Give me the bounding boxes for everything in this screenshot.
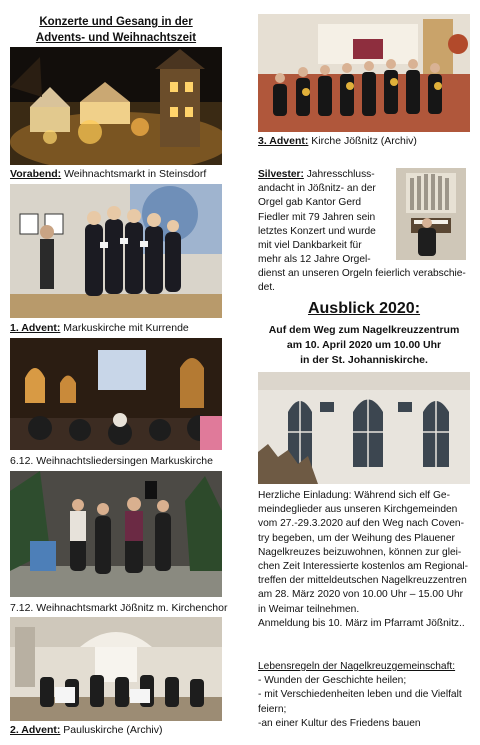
- photo-markuskirche-kurrende: [10, 184, 222, 318]
- invite-line: am 28. März 2020 von 10.00 Uhr – 15.00 Uhr: [258, 589, 463, 601]
- photo-pauluskirche: [10, 617, 222, 721]
- photo-weihnachtsmarkt-joessnitz: [10, 471, 222, 597]
- caption-6-12: [10, 455, 213, 468]
- caption-text: Weihnachtsmarkt in Steinsdorf: [61, 168, 207, 180]
- subtitle-line: Auf dem Weg zum Nagelkreuzzentrum: [268, 324, 460, 336]
- photo-kirche-joessnitz: [258, 14, 470, 132]
- silvester-line: Fiedler mit 79 Jahren sein: [258, 211, 376, 223]
- caption-label: 1. Advent:: [10, 322, 61, 334]
- silvester-line: Jahresschluss-: [303, 169, 375, 180]
- invite-line: in Weimar teilnehmen.: [258, 603, 360, 615]
- silvester-line: mit viel Dankbarkeit für: [258, 240, 362, 252]
- caption-label: 3. Advent:: [258, 135, 309, 147]
- caption-text: Pauluskirche (Archiv): [60, 724, 163, 736]
- silvester-line: det.: [258, 282, 275, 294]
- caption-text: Markuskirche mit Kurrende: [60, 322, 189, 334]
- ausblick-title: Ausblick 2020:: [307, 300, 421, 317]
- caption-label: 2. Advent:: [10, 724, 61, 736]
- invite-line: meindeglieder aus unseren Kirchgemeinden: [258, 504, 458, 516]
- caption-2-advent: [10, 724, 163, 737]
- heading-line-1: Konzerte und Gesang in der: [39, 16, 193, 28]
- photo-st-johanniskirche: [258, 372, 470, 484]
- rule-line: -an einer Kultur des Friedens bauen: [258, 717, 421, 729]
- rule-line: - mit Verschiedenheiten leben und die Vielfalt: [258, 689, 462, 701]
- photo-orgel-joessnitz: [396, 168, 466, 260]
- invite-line: vom 27.-29.3.2020 auf den Weg nach Coven-: [258, 518, 464, 530]
- silvester-continuation: [258, 267, 470, 295]
- invite-line: Nagelkreuzes beizuwohnen, können zur glei-: [258, 546, 462, 558]
- caption-7-12: [10, 602, 227, 615]
- caption-text: 7.12. Weihnachtsmarkt Jößnitz m. Kirchenchor: [10, 602, 228, 614]
- invite-line: chen Zeit Interessierte kostenlos am Regional-: [258, 561, 469, 573]
- invite-line: treffen der mitteldeutschen Nagelkreuzzentren: [258, 575, 467, 587]
- invite-line: Herzliche Einladung: Während sich elf Ge-: [258, 490, 450, 501]
- caption-text: 6.12. Weihnachtsliedersingen Markuskirche: [10, 455, 213, 467]
- silvester-line: dienst an unseren Orgeln feierlich verabschie-: [258, 268, 466, 279]
- caption-vorabend: [10, 168, 206, 181]
- subtitle-line: am 10. April 2020 um 10.00 Uhr: [286, 339, 442, 351]
- silvester-label: Silvester:: [258, 169, 304, 180]
- photo-weihnachtsmarkt-steinsdorf: [10, 47, 222, 165]
- invite-line: Anmeldung bis 10. März im Pfarramt Jößnitz..: [258, 617, 465, 629]
- silvester-line: andacht in Jößnitz- an der: [258, 183, 376, 195]
- subtitle-line: in der St. Johanniskirche.: [300, 354, 428, 366]
- silvester-line: Orgel gab Kantor Gerd: [258, 197, 362, 209]
- photo-weihnachtsliedersingen: [10, 338, 222, 450]
- rules-section: [258, 660, 470, 731]
- caption-3-advent: [258, 135, 417, 148]
- silvester-line: letztes Konzert und wurde: [258, 225, 376, 237]
- caption-label: Vorabend:: [10, 168, 62, 180]
- invitation-paragraph: [258, 489, 470, 631]
- section-heading: [10, 14, 222, 46]
- silvester-line: mehr als 12 Jahre Orgel-: [258, 254, 371, 266]
- event-subtitle: [258, 323, 470, 368]
- rules-title: Lebensregeln der Nagelkreuzgemeinschaft:: [258, 661, 456, 672]
- invite-line: try begeben, um der Weihung des Plauener: [258, 532, 455, 544]
- caption-text: Kirche Jößnitz (Archiv): [308, 135, 417, 147]
- heading-line-2: Advents- und Weihnachtszeit: [35, 32, 197, 44]
- rule-line: - Wunden der Geschichte heilen;: [258, 675, 407, 687]
- caption-1-advent: [10, 322, 189, 335]
- rule-line: feiern;: [258, 703, 287, 715]
- silvester-paragraph: [258, 168, 392, 267]
